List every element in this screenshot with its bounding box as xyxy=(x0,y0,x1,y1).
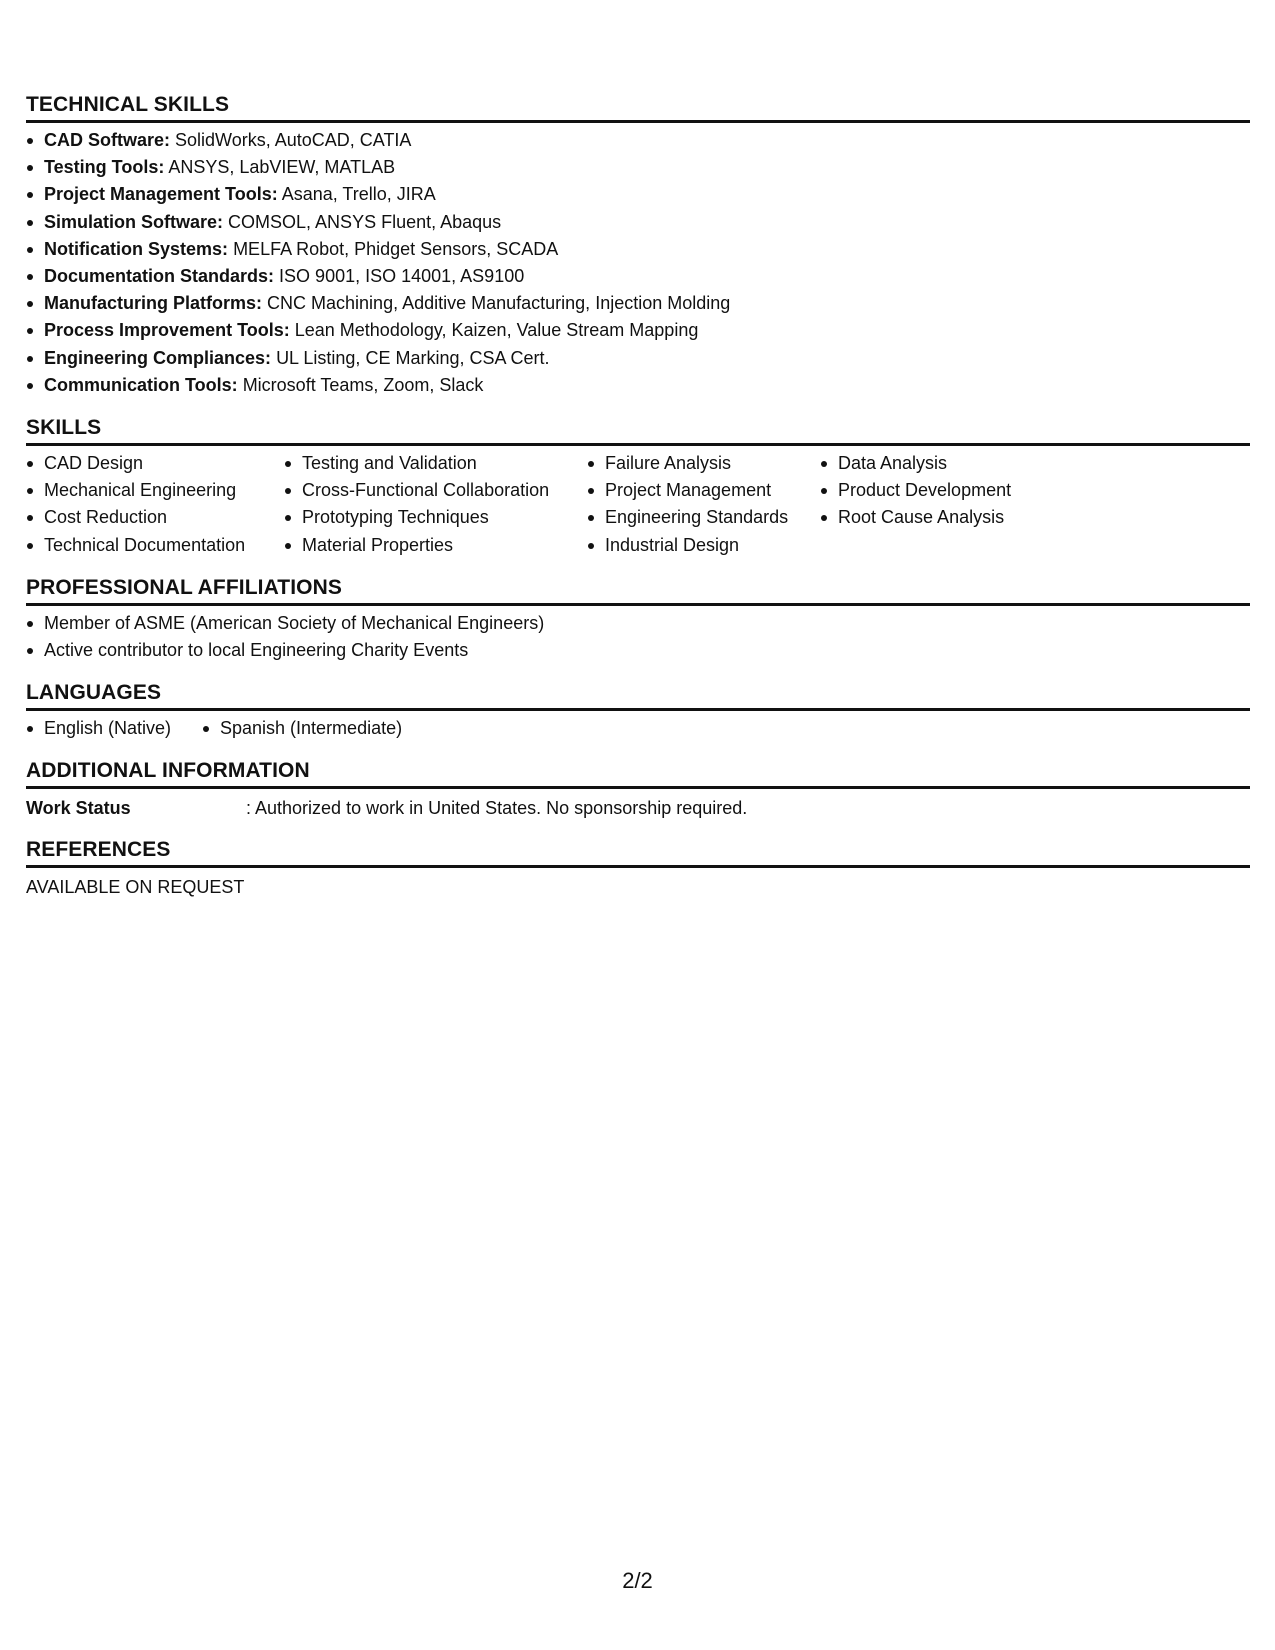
skills-heading: SKILLS xyxy=(26,415,1250,446)
references-section xyxy=(26,837,1250,900)
list-item: Technical Documentation xyxy=(26,532,284,559)
list-item xyxy=(26,181,1250,208)
list-item: Testing and Validation xyxy=(284,450,587,477)
tech-skill-value: COMSOL, ANSYS Fluent, Abaqus xyxy=(228,211,502,232)
languages-heading: LANGUAGES xyxy=(26,680,1250,711)
languages-row xyxy=(26,715,1250,742)
tech-skill-value: Microsoft Teams, Zoom, Slack xyxy=(242,374,484,395)
skills-column-3 xyxy=(587,450,820,559)
skills-section xyxy=(26,415,1250,559)
list-item: Industrial Design xyxy=(587,532,820,559)
list-item: CAD Design xyxy=(26,450,284,477)
tech-skill-value: CNC Machining, Additive Manufacturing, Injection Molding xyxy=(267,293,731,314)
list-item xyxy=(26,154,1250,181)
list-item: Data Analysis xyxy=(820,450,1080,477)
list-item: Member of ASME (American Society of Mechanical Engineers) xyxy=(26,610,1250,637)
list-item: Prototyping Techniques xyxy=(284,504,587,531)
list-item: Product Development xyxy=(820,477,1080,504)
list-item xyxy=(26,263,1250,290)
skills-column-1 xyxy=(26,450,284,559)
skills-grid xyxy=(26,450,1250,559)
languages-column-2 xyxy=(202,715,402,742)
list-item: English (Native) xyxy=(26,715,202,742)
work-status-row xyxy=(26,795,1250,821)
list-item: Cost Reduction xyxy=(26,504,284,531)
list-item xyxy=(26,345,1250,372)
tech-skill-value: UL Listing, CE Marking, CSA Cert. xyxy=(276,347,550,368)
tech-skill-value: Asana, Trello, JIRA xyxy=(281,184,436,205)
list-item: Engineering Standards xyxy=(587,504,820,531)
list-item: Root Cause Analysis xyxy=(820,504,1080,531)
technical-skills-list xyxy=(26,127,1250,399)
list-item: Cross-Functional Collaboration xyxy=(284,477,587,504)
list-item xyxy=(26,236,1250,263)
tech-skill-label: Communication Tools: xyxy=(44,374,238,395)
skills-column-4 xyxy=(820,450,1080,559)
tech-skill-label: Process Improvement Tools: xyxy=(44,320,290,341)
additional-info-section xyxy=(26,758,1250,821)
tech-skill-label: Documentation Standards: xyxy=(44,266,275,287)
skills-column-2 xyxy=(284,450,587,559)
resume-page xyxy=(26,92,1250,916)
list-item: Spanish (Intermediate) xyxy=(202,715,402,742)
tech-skill-value: ISO 9001, ISO 14001, AS9100 xyxy=(279,266,525,287)
list-item xyxy=(26,317,1250,344)
list-item: Mechanical Engineering xyxy=(26,477,284,504)
tech-skill-label: Manufacturing Platforms: xyxy=(44,293,263,314)
technical-skills-heading: TECHNICAL SKILLS xyxy=(26,92,1250,123)
affiliations-heading: PROFESSIONAL AFFILIATIONS xyxy=(26,575,1250,606)
tech-skill-label: Simulation Software: xyxy=(44,211,224,232)
list-item xyxy=(26,290,1250,317)
tech-skill-label: Notification Systems: xyxy=(44,238,229,259)
tech-skill-label: Project Management Tools: xyxy=(44,184,278,205)
work-status-label: Work Status xyxy=(26,798,131,819)
references-text: AVAILABLE ON REQUEST xyxy=(26,877,245,898)
list-item: Failure Analysis xyxy=(587,450,820,477)
list-item xyxy=(26,209,1250,236)
list-item xyxy=(26,372,1250,399)
tech-skill-label: Testing Tools: xyxy=(44,157,165,178)
additional-info-heading: ADDITIONAL INFORMATION xyxy=(26,758,1250,789)
list-item: Active contributor to local Engineering Charity Events xyxy=(26,637,1250,664)
list-item: Material Properties xyxy=(284,532,587,559)
list-item xyxy=(26,127,1250,154)
work-status-value: : Authorized to work in United States. No sponsorship required. xyxy=(246,798,748,819)
tech-skill-label: CAD Software: xyxy=(44,130,171,150)
tech-skill-value: ANSYS, LabVIEW, MATLAB xyxy=(168,157,396,178)
tech-skill-value: MELFA Robot, Phidget Sensors, SCADA xyxy=(233,238,559,259)
references-heading: REFERENCES xyxy=(26,837,1250,868)
languages-section xyxy=(26,680,1250,742)
languages-column-1 xyxy=(26,715,202,742)
page-number: 2/2 xyxy=(622,1568,653,1593)
affiliations-list xyxy=(26,610,1250,664)
tech-skill-value: SolidWorks, AutoCAD, CATIA xyxy=(175,130,412,150)
technical-skills-section xyxy=(26,92,1250,399)
affiliations-section xyxy=(26,575,1250,664)
tech-skill-label: Engineering Compliances: xyxy=(44,347,272,368)
list-item: Project Management xyxy=(587,477,820,504)
tech-skill-value: Lean Methodology, Kaizen, Value Stream Mapping xyxy=(294,320,699,341)
